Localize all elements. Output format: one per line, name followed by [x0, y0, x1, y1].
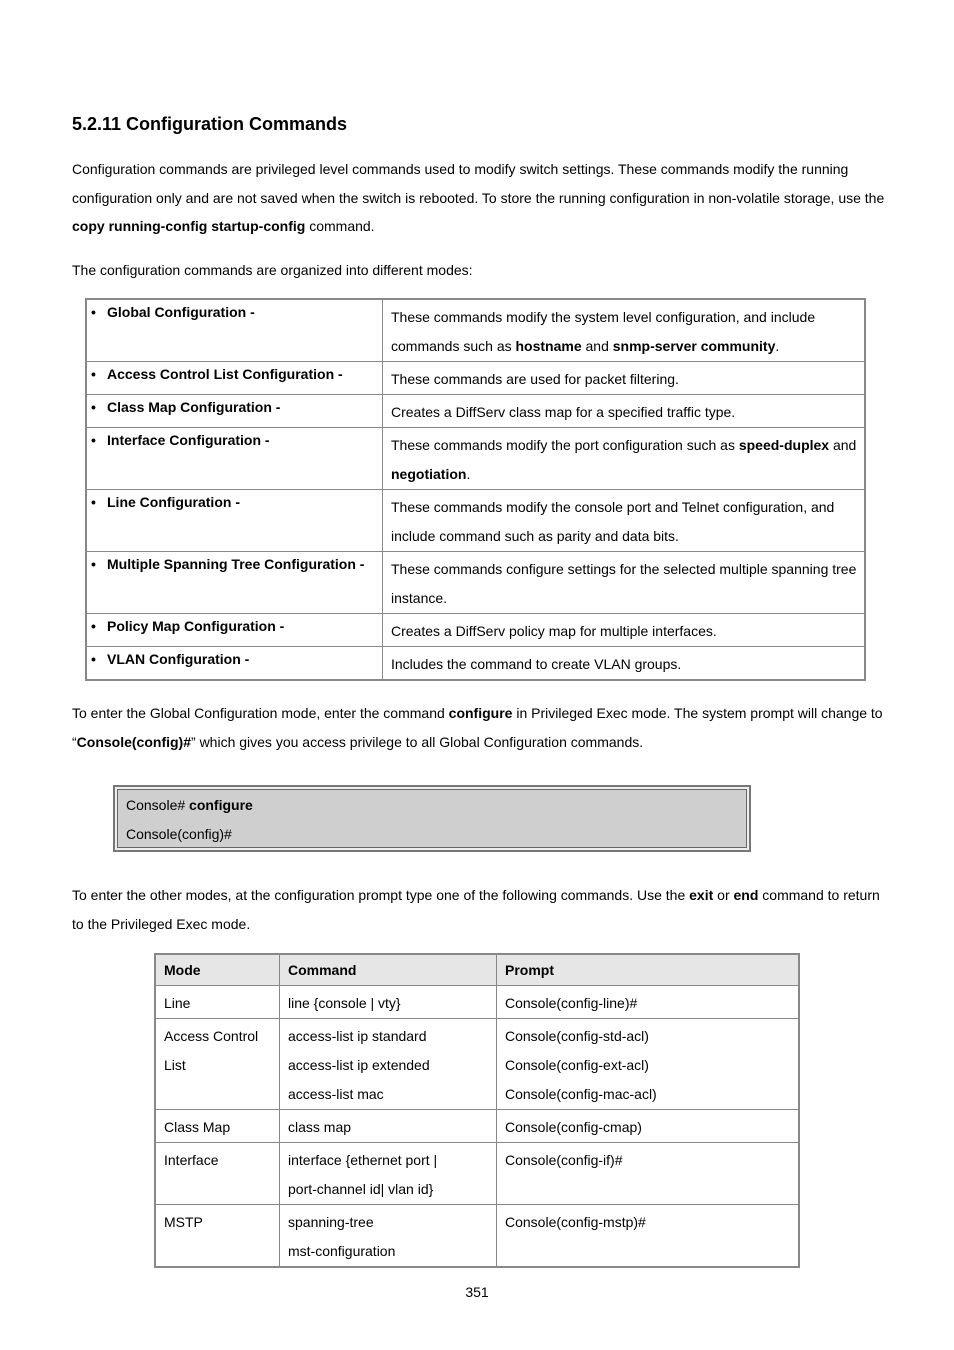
- header-command: Command: [280, 954, 497, 986]
- mode-description-cell: [383, 647, 866, 681]
- mode-name: Interface Configuration -: [107, 432, 270, 448]
- table-row: [155, 1019, 799, 1110]
- mode-description-cell: [383, 552, 866, 614]
- mode-line: MSTP: [164, 1214, 203, 1230]
- prompt-cell: [497, 1205, 800, 1268]
- mode-name-cell: [86, 362, 383, 395]
- table-row: [86, 395, 865, 428]
- mode-line: Access Control: [164, 1028, 259, 1044]
- intro-paragraph: Configuration commands are privileged level commands used to modify switch settings. These commands modify the running configuration only and are not saved when the switch is rebooted. To store the running configuration in non-volatile storage, use the copy running-config startup-config command.: [72, 161, 885, 234]
- command-cell: [280, 1143, 497, 1205]
- prompt-line: Console(config-ext-acl): [505, 1057, 649, 1073]
- table-row: [155, 1110, 799, 1143]
- mode-name: Global Configuration -: [107, 304, 255, 320]
- mode-name: Policy Map Configuration -: [107, 618, 285, 634]
- table-header-row: [155, 954, 799, 986]
- command-cell: [280, 1019, 497, 1110]
- mode-description-cell: [383, 428, 866, 490]
- mode-line: List: [164, 1057, 186, 1073]
- mode-commands-table: [154, 953, 800, 1268]
- mode-name-cell: [86, 395, 383, 428]
- prompt-line: Console(config-mstp)#: [505, 1214, 646, 1230]
- command-line: access-list mac: [288, 1086, 384, 1102]
- mode-name-cell: [86, 490, 383, 552]
- bullet-icon: •: [91, 366, 96, 382]
- header-mode: Mode: [155, 954, 280, 986]
- table-row: [86, 552, 865, 614]
- command-cell: [280, 1205, 497, 1268]
- prompt-cell: [497, 1143, 800, 1205]
- mode-line: Interface: [164, 1152, 219, 1168]
- mode-name: Access Control List Configuration -: [107, 366, 343, 382]
- global-config-paragraph: To enter the Global Configuration mode, enter the command configure in Privileged Exec mode. The system prompt will change to “Console(config)#” which gives you access privilege to all Global Configuration commands.: [72, 705, 883, 750]
- description-text: speed-duplex: [738, 437, 830, 453]
- table-row: [86, 490, 865, 552]
- modes-intro-paragraph: The configuration commands are organized into different modes:: [72, 262, 473, 278]
- header-prompt: Prompt: [497, 954, 800, 986]
- command-cell: [280, 986, 497, 1019]
- prompt-line: Console(config-std-acl): [505, 1028, 649, 1044]
- mode-cell: [155, 986, 280, 1019]
- description-text: Includes the command to create VLAN groups.: [391, 656, 682, 672]
- command-line: interface {ethernet port |: [288, 1152, 438, 1168]
- bullet-icon: •: [91, 304, 96, 320]
- mode-cell: [155, 1019, 280, 1110]
- table-row: [155, 986, 799, 1019]
- mode-name-cell: [86, 428, 383, 490]
- mode-name: Line Configuration -: [107, 494, 240, 510]
- page-number: 351: [465, 1284, 489, 1300]
- table-row: [155, 1205, 799, 1268]
- section-heading: 5.2.11 Configuration Commands: [72, 114, 348, 134]
- description-text: These commands are used for packet filtering.: [391, 371, 679, 387]
- mode-description-cell: [383, 395, 866, 428]
- command-line: access-list ip extended: [288, 1057, 430, 1073]
- mode-name: Multiple Spanning Tree Configuration -: [107, 556, 365, 572]
- bullet-icon: •: [91, 556, 96, 572]
- mode-description-cell: [383, 490, 866, 552]
- table-row: [155, 1143, 799, 1205]
- prompt-cell: [497, 1110, 800, 1143]
- mode-name-cell: [86, 647, 383, 681]
- description-text: and: [581, 338, 613, 354]
- description-text: negotiation: [391, 466, 467, 482]
- configuration-modes-table: [85, 298, 866, 681]
- description-text: Creates a DiffServ policy map for multiple interfaces.: [391, 623, 717, 639]
- mode-name-cell: [86, 552, 383, 614]
- bullet-icon: •: [91, 618, 96, 634]
- mode-cell: [155, 1205, 280, 1268]
- description-text: snmp-server community: [612, 338, 776, 354]
- description-text: These commands configure settings for the selected multiple spanning tree instance.: [391, 561, 857, 606]
- command-line: mst-configuration: [288, 1243, 396, 1259]
- prompt-line: Console(config-line)#: [505, 995, 638, 1011]
- description-text: Creates a DiffServ class map for a specified traffic type.: [391, 404, 736, 420]
- console-line-2: Console(config)#: [126, 826, 232, 842]
- table-row: [86, 614, 865, 647]
- mode-description-cell: [383, 614, 866, 647]
- mode-name-cell: [86, 614, 383, 647]
- description-text: These commands modify the system level configuration, and include commands such as: [391, 309, 816, 354]
- table-row: [86, 299, 865, 362]
- prompt-cell: [497, 1019, 800, 1110]
- description-text: .: [466, 466, 471, 482]
- command-line: spanning-tree: [288, 1214, 374, 1230]
- description-text: and: [829, 437, 857, 453]
- table-row: [86, 362, 865, 395]
- bullet-icon: •: [91, 399, 96, 415]
- prompt-line: Console(config-cmap): [505, 1119, 642, 1135]
- description-text: These commands modify the port configuration such as: [391, 437, 739, 453]
- console-example-box: [113, 785, 751, 852]
- command-line: class map: [288, 1119, 352, 1135]
- mode-description-cell: [383, 362, 866, 395]
- mode-line: Line: [164, 995, 191, 1011]
- mode-line: Class Map: [164, 1119, 231, 1135]
- other-modes-paragraph: To enter the other modes, at the configuration prompt type one of the following commands. Use the exit or end command to return to the Privileged Exec mode.: [72, 887, 880, 932]
- command-cell: [280, 1110, 497, 1143]
- copy-command-text: copy running-config startup-config: [72, 218, 306, 234]
- mode-name: VLAN Configuration -: [107, 651, 250, 667]
- description-text: .: [775, 338, 780, 354]
- command-line: port-channel id| vlan id}: [288, 1181, 434, 1197]
- table-row: [86, 647, 865, 681]
- table-row: [86, 428, 865, 490]
- prompt-line: Console(config-mac-acl): [505, 1086, 657, 1102]
- mode-cell: [155, 1110, 280, 1143]
- mode-name-cell: [86, 299, 383, 362]
- description-text: These commands modify the console port and Telnet configuration, and include command such as parity and data bits.: [391, 499, 835, 544]
- prompt-cell: [497, 986, 800, 1019]
- description-text: hostname: [515, 338, 582, 354]
- bullet-icon: •: [91, 432, 96, 448]
- bullet-icon: •: [91, 651, 96, 667]
- mode-name: Class Map Configuration -: [107, 399, 281, 415]
- mode-cell: [155, 1143, 280, 1205]
- console-line-1: Console# configure: [126, 797, 253, 813]
- prompt-line: Console(config-if)#: [505, 1152, 623, 1168]
- command-line: access-list ip standard: [288, 1028, 427, 1044]
- mode-description-cell: [383, 299, 866, 362]
- bullet-icon: •: [91, 494, 96, 510]
- command-line: line {console | vty}: [288, 995, 401, 1011]
